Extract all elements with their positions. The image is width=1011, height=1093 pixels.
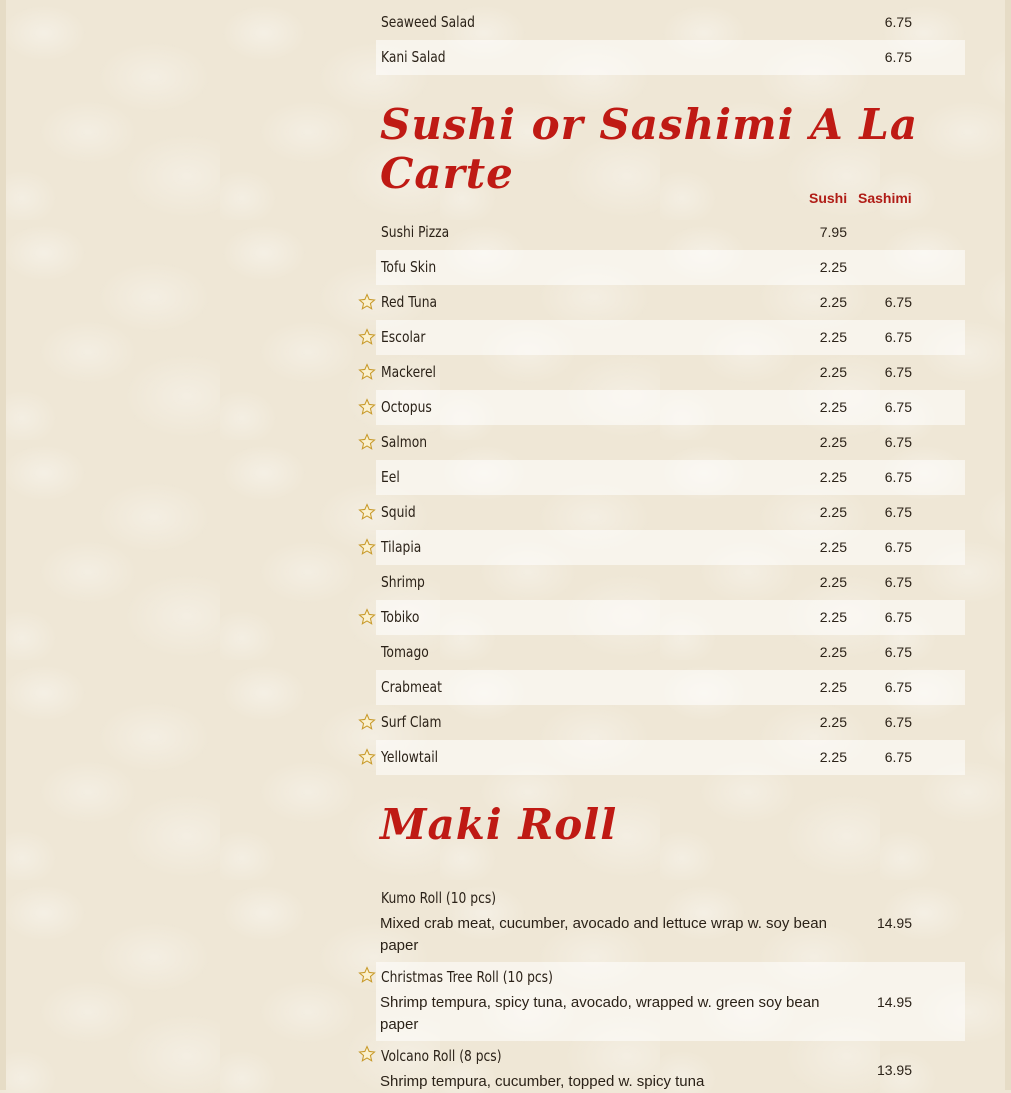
sushi-row-tofu-skin [376, 250, 965, 285]
star-icon [358, 1045, 376, 1063]
sushi-price: 2.25 [819, 294, 847, 310]
star-icon [358, 538, 376, 556]
sushi-price: 2.25 [819, 364, 847, 380]
item-description: Shrimp tempura, cucumber, topped w. spicy tuna [380, 1073, 705, 1090]
item-price: 14.95 [876, 994, 912, 1010]
section-title-sushi: Sushi or Sashimi A La Carte [380, 100, 919, 198]
sushi-price: 2.25 [819, 609, 847, 625]
sushi-row-sushi-pizza [376, 215, 965, 250]
item-name: Tobiko [381, 608, 420, 626]
sushi-row-shrimp [376, 565, 965, 600]
item-price: 6.75 [884, 14, 912, 30]
menu-row-kani-salad [376, 40, 965, 75]
star-icon [358, 713, 376, 731]
item-name: Kumo Roll (10 pcs) [381, 889, 497, 907]
maki-item-volcano-roll [376, 1041, 965, 1090]
item-name: Squid [381, 503, 416, 521]
sashimi-price: 6.75 [884, 609, 912, 625]
item-name: Yellowtail [381, 748, 439, 766]
sashimi-price: 6.75 [884, 749, 912, 765]
sushi-row-octopus [376, 390, 965, 425]
item-price: 13.95 [876, 1062, 912, 1078]
item-name: Crabmeat [381, 678, 442, 696]
star-icon [358, 748, 376, 766]
item-name: Shrimp [381, 573, 425, 591]
sashimi-price: 6.75 [884, 539, 912, 555]
sushi-row-salmon [376, 425, 965, 460]
star-icon [358, 503, 376, 521]
item-name: Mackerel [381, 363, 436, 381]
sushi-price: 2.25 [819, 539, 847, 555]
star-icon [358, 608, 376, 626]
section-title-maki: Maki Roll [380, 800, 618, 849]
column-header-sushi: Sushi [809, 190, 848, 206]
maki-item-kumo-roll [376, 883, 965, 962]
item-name: Tilapia [381, 538, 422, 556]
sushi-row-tilapia [376, 530, 965, 565]
sushi-row-escolar [376, 320, 965, 355]
sashimi-price: 6.75 [884, 714, 912, 730]
sushi-price: 2.25 [819, 434, 847, 450]
item-name: Tomago [381, 643, 429, 661]
maki-item-christmas-tree-roll [376, 962, 965, 1041]
item-name: Tofu Skin [381, 258, 437, 276]
item-name: Escolar [381, 328, 426, 346]
item-name: Seaweed Salad [381, 13, 475, 31]
item-name: Octopus [381, 398, 432, 416]
item-name: Red Tuna [381, 293, 438, 311]
sushi-row-red-tuna [376, 285, 965, 320]
column-header-sashimi: Sashimi [858, 190, 912, 206]
item-description: Mixed crab meat, cucumber, avocado and lettuce wrap w. soy bean paper [380, 915, 827, 954]
sushi-row-mackerel [376, 355, 965, 390]
sushi-price: 2.25 [819, 259, 847, 275]
star-icon [358, 363, 376, 381]
item-name: Salmon [381, 433, 428, 451]
sushi-row-yellowtail [376, 740, 965, 775]
menu-row-seaweed-salad [376, 5, 965, 40]
item-name: Eel [381, 468, 400, 486]
sashimi-price: 6.75 [884, 504, 912, 520]
sushi-price: 2.25 [819, 399, 847, 415]
sashimi-price: 6.75 [884, 644, 912, 660]
sashimi-price: 6.75 [884, 364, 912, 380]
sushi-row-surf-clam [376, 705, 965, 740]
star-icon [358, 966, 376, 984]
star-icon [358, 293, 376, 311]
sushi-price: 2.25 [819, 679, 847, 695]
sushi-row-tomago [376, 635, 965, 670]
sushi-price: 2.25 [819, 504, 847, 520]
sashimi-price: 6.75 [884, 399, 912, 415]
sushi-price: 7.95 [819, 224, 847, 240]
sushi-price: 2.25 [819, 714, 847, 730]
item-description: Shrimp tempura, spicy tuna, avocado, wrapped w. green soy bean paper [380, 994, 820, 1033]
star-icon [358, 398, 376, 416]
item-name: Volcano Roll (8 pcs) [381, 1047, 502, 1065]
sashimi-price: 6.75 [884, 294, 912, 310]
sashimi-price: 6.75 [884, 574, 912, 590]
item-price: 14.95 [876, 915, 912, 931]
sushi-row-crabmeat [376, 670, 965, 705]
sashimi-price: 6.75 [884, 329, 912, 345]
sushi-price: 2.25 [819, 749, 847, 765]
sashimi-price: 6.75 [884, 469, 912, 485]
star-icon [358, 433, 376, 451]
item-price: 6.75 [884, 49, 912, 65]
sushi-price: 2.25 [819, 329, 847, 345]
sushi-row-eel [376, 460, 965, 495]
sashimi-price: 6.75 [884, 679, 912, 695]
item-name: Surf Clam [381, 713, 442, 731]
sushi-price: 2.25 [819, 469, 847, 485]
sashimi-price: 6.75 [884, 434, 912, 450]
sushi-row-tobiko [376, 600, 965, 635]
sushi-price: 2.25 [819, 574, 847, 590]
item-name: Sushi Pizza [381, 223, 450, 241]
item-name: Christmas Tree Roll (10 pcs) [381, 968, 553, 986]
sushi-row-squid [376, 495, 965, 530]
item-name: Kani Salad [381, 48, 446, 66]
star-icon [358, 328, 376, 346]
sushi-price: 2.25 [819, 644, 847, 660]
